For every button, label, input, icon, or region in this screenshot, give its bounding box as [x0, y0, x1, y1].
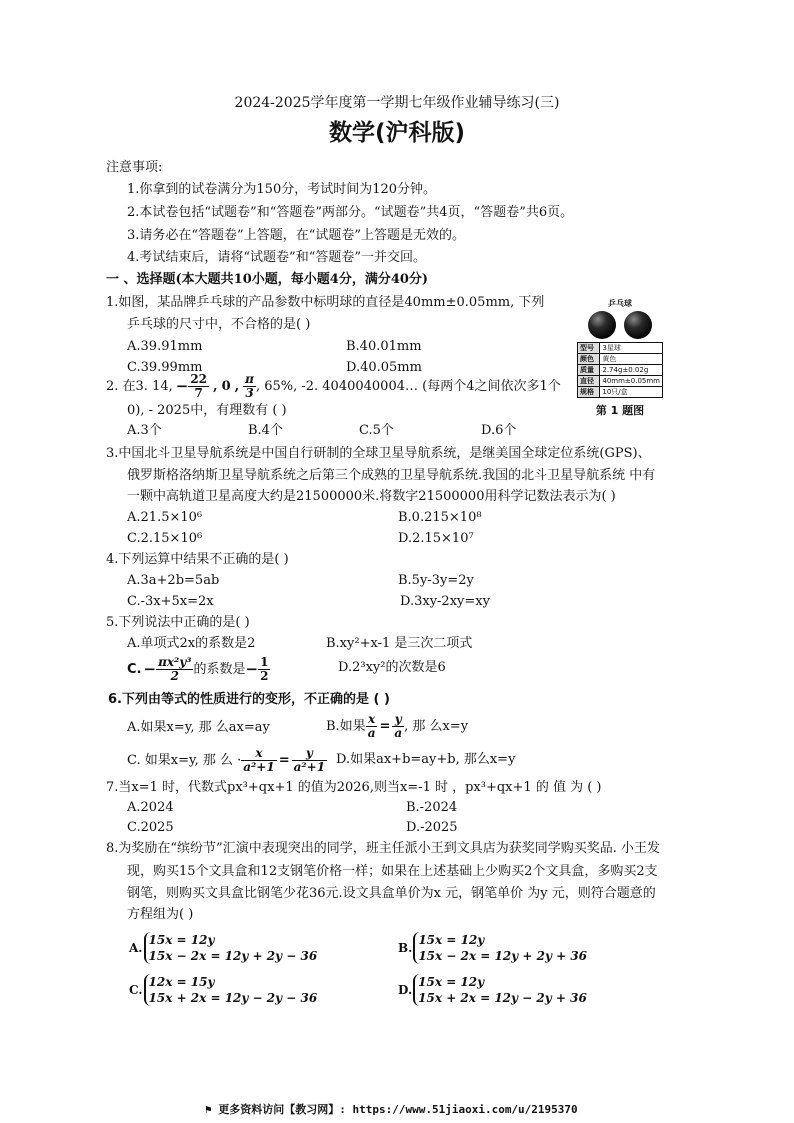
footer-text: 更多资料访问【教习网】: https://www.51jiaoxi.com/u/2195370 — [218, 1103, 578, 1116]
fraction-numerator: y — [392, 713, 404, 727]
q2-fraction-22-7 — [188, 373, 209, 399]
figure-caption: 第 1 题图 — [595, 404, 645, 417]
equation-system — [144, 932, 318, 964]
equation-line: 15x + 2x = 12y − 2y + 36 — [418, 991, 587, 1006]
q2-suffix: , 65%, -2. 4040040004… (每两个4之间依次多1个 — [255, 378, 561, 394]
fraction-denominator: 2 — [170, 668, 179, 683]
fraction-numerator: 1 — [260, 654, 269, 669]
q5-option-d: D.2³xy²的次数是6 — [338, 660, 446, 675]
fraction-denominator: a — [394, 725, 403, 740]
spec-key: 型号 — [578, 343, 600, 354]
q8-option-b — [398, 932, 587, 964]
q5-fraction-monomial — [156, 656, 193, 682]
q5-option-b: B.xy²+x-1 是三次二项式 — [326, 636, 473, 651]
q4-option-a: A.3a+2b=5ab — [127, 573, 220, 588]
q3-option-d: D.2.15×10⁷ — [398, 531, 474, 546]
q1-stem: 1.如图，某品牌乒乓球的产品参数中标明球的直径是40mm±0.05mm, 下列 — [106, 295, 545, 310]
q5-stem: 5.下列说法中正确的是( ) — [106, 615, 250, 630]
spec-value: 3星球 — [600, 343, 663, 354]
section-heading: 一 、选择题(本大题共10小题，每小题4分，满分40分) — [106, 272, 429, 287]
q5-option-a: A.单项式2x的系数是2 — [127, 636, 256, 651]
fraction-numerator: 22 — [190, 371, 208, 386]
q4-option-d: D.3xy-2xy=xy — [400, 594, 490, 609]
option-label: A. — [129, 941, 143, 956]
q6-option-b: B.如果 $\frac{x}{a}$ = $\frac{y}{a}$ , 那 么x=y — [326, 711, 469, 740]
q6-fraction-x-a — [366, 713, 378, 739]
spec-key: 质量 — [578, 365, 600, 376]
note-item: 3.请务必在“答题卷”上答题，在“试题卷”上答题是无效的。 — [127, 228, 465, 243]
spec-row — [578, 343, 663, 354]
q2-option-c: C.5个 — [359, 423, 394, 438]
spec-key: 颜色 — [578, 354, 600, 365]
q6-option-a: A.如果x=y, 那 么ax=ay — [127, 720, 270, 735]
q5-option-c: C. − $\frac{\text{πx²y³}}{2}$ 的系数是 − $\frac{1}{2}$ — [127, 654, 269, 683]
q3-stem-line2: 俄罗斯格洛纳斯卫星导航系统之后第三个成熟的卫星导航系统.我国的北斗卫星导航系统 中有 — [127, 468, 656, 483]
q3-option-c: C.2.15×10⁶ — [127, 531, 203, 546]
q2-option-a: A.3个 — [127, 423, 162, 438]
fraction-numerator: πx²y³ — [158, 654, 192, 669]
spec-row — [578, 365, 663, 376]
q2-minus-sign: − — [175, 376, 189, 395]
spec-value: 黄色 — [600, 354, 663, 365]
fraction-denominator: 3 — [245, 385, 254, 400]
q2-stem: 2. 在3. 14, − $\frac{22}{7}$ , 0 , $\frac{\pi}{3}$ , 65%, -2. 4040040004… (每两个4之间依次多1个 — [106, 371, 561, 400]
q2-fraction-pi-3 — [243, 373, 256, 399]
flag-icon: ⚑ — [205, 1103, 212, 1116]
q6-b-suffix: , 那 么x=y — [404, 718, 469, 734]
ping-pong-balls-image — [577, 310, 663, 340]
equation-line: 15x = 12y — [148, 933, 215, 947]
q5-fraction-half — [258, 656, 270, 682]
q8-stem: 8.为奖励在“缤纷节”汇演中表现突出的同学，班主任派小王到文具店为获奖同学购买奖品. 小王发 — [106, 841, 660, 856]
note-item: 2.本试卷包括“试题卷”和“答题卷”两部分。“试题卷”共4页，“答题卷”共6页。 — [127, 205, 574, 220]
q1-stem-line2: 乒乓球的尺寸中，不合格的是( ) — [127, 317, 311, 332]
q6-option-d: D.如果ax+b=ay+b, 那么x=y — [336, 752, 516, 767]
q3-option-a: A.21.5×10⁶ — [127, 510, 203, 525]
option-label: D. — [398, 983, 413, 998]
equation-line: 15x = 12y — [418, 975, 485, 989]
spec-row — [578, 354, 663, 365]
fraction-numerator: π — [245, 371, 254, 386]
q6-stem: 6.下列由等式的性质进行的变形，不正确的是 ( ) — [108, 692, 390, 707]
q8-stem-line3: 钢笔，则购买文具盒比钢笔少花36元.设文具盒单价为x 元，钢笔单价 为y 元，则符合题意的 — [127, 886, 656, 901]
q4-option-b: B.5y-3y=2y — [398, 573, 474, 588]
option-label: C. — [127, 661, 142, 677]
q4-stem: 4.下列运算中结果不正确的是( ) — [106, 552, 289, 567]
fraction-denominator: a²+1 — [243, 759, 275, 774]
note-item: 4.考试结束后，请将“试题卷”和“答题卷”一并交回。 — [127, 250, 426, 265]
exam-title: 数学(沪科版) — [328, 120, 466, 146]
spec-value: 40mm±0.05mm — [600, 376, 663, 387]
q7-option-c: C.2025 — [127, 820, 174, 835]
equation-system — [413, 932, 587, 964]
equation-line: 15x + 2x = 12y − 2y − 36 — [148, 991, 318, 1006]
q6-fraction-y-a — [392, 713, 404, 739]
equation-line: 15x − 2x = 12y + 2y − 36 — [148, 949, 318, 964]
q1-option-d: D.40.05mm — [346, 360, 422, 375]
spec-key: 直径 — [578, 376, 600, 387]
q6-fraction-x-a2 — [241, 747, 276, 773]
fraction-numerator: x — [366, 713, 378, 727]
q8-stem-line4: 方程组为( ) — [127, 907, 194, 922]
q3-stem: 3.中国北斗卫星导航系统是中国自行研制的全球卫星导航系统，是继美国全球定位系统(GPS)、 — [106, 446, 651, 461]
equation-system — [413, 974, 587, 1006]
note-item: 1.你拿到的试卷满分为150分，考试时间为120分钟。 — [127, 182, 437, 197]
spec-key: 规格 — [578, 387, 600, 398]
q6-c-prefix: C. 如果x=y, 那 么 · — [127, 752, 242, 768]
q7-option-b: B.-2024 — [406, 800, 458, 815]
q7-option-a: A.2024 — [127, 800, 174, 815]
equation-system — [144, 974, 318, 1006]
q1-option-a: A.39.91mm — [127, 339, 203, 354]
q3-option-b: B.0.215×10⁸ — [398, 510, 482, 525]
figure-1 — [577, 298, 663, 418]
q7-stem: 7.当x=1 时，代数式px³+qx+1 的值为2026,则当x=-1 时 ，px³+qx+1 的 值 为 ( ) — [106, 780, 602, 795]
fraction-numerator: y — [292, 747, 327, 761]
option-label: B. — [398, 941, 413, 956]
option-label: C. — [129, 983, 143, 998]
spec-value: 10只/盒 — [600, 387, 663, 398]
spec-table — [577, 342, 663, 398]
notes-heading: 注意事项: — [106, 160, 163, 175]
q1-option-c: C.39.99mm — [127, 360, 203, 375]
q4-option-c: C.-3x+5x=2x — [127, 594, 214, 609]
fraction-denominator: 2 — [260, 668, 269, 683]
q8-option-a — [129, 932, 317, 964]
q8-option-d — [398, 974, 587, 1006]
q6-option-c: C. 如果x=y, 那 么 · $\frac{x}{\text{a²+1}}$ = $\frac{y}{\text{a²+1}}$ — [127, 745, 326, 774]
q3-stem-line3: 一颗中高轨道卫星高度大约是21500000米.将数字21500000用科学记数法表示为( ) — [127, 489, 616, 504]
figure-title: 乒乓球 — [608, 299, 632, 308]
q7-option-d: D.-2025 — [406, 820, 458, 835]
q6-b-prefix: B.如果 — [326, 718, 366, 734]
q8-option-c — [129, 974, 317, 1006]
q1-option-b: B.40.01mm — [346, 339, 422, 354]
equation-line: 15x − 2x = 12y + 2y + 36 — [418, 949, 588, 964]
fraction-denominator: 7 — [194, 385, 203, 400]
q6-fraction-y-a2 — [292, 747, 327, 773]
q5-c-text: 的系数是 — [193, 661, 246, 677]
fraction-numerator: x — [241, 747, 276, 761]
footer-link[interactable] — [205, 1104, 578, 1115]
spec-value: 2.74g±0.02g — [600, 365, 663, 376]
q2-option-d: D.6个 — [481, 423, 517, 438]
q2-zero: 0 — [221, 378, 231, 394]
equation-line: 15x = 12y — [418, 933, 485, 947]
fraction-denominator: a²+1 — [293, 759, 326, 774]
q2-stem-line2: 0), - 2025中，有理数有 ( ) — [127, 403, 287, 418]
spec-row — [578, 387, 663, 398]
exam-subtitle: 2024-2025学年度第一学期七年级作业辅导练习(三) — [234, 95, 560, 111]
q2-prefix: 2. 在3. 14, — [106, 378, 173, 394]
q2-option-b: B.4个 — [248, 423, 283, 438]
fraction-denominator: a — [367, 725, 376, 740]
q8-stem-line2: 现，购买15个文具盒和12支钢笔价格一样；如果在上述基础上少购买2个文具盒，多购买2支 — [127, 864, 658, 879]
equation-line: 12x = 15y — [148, 975, 215, 989]
spec-row — [578, 376, 663, 387]
